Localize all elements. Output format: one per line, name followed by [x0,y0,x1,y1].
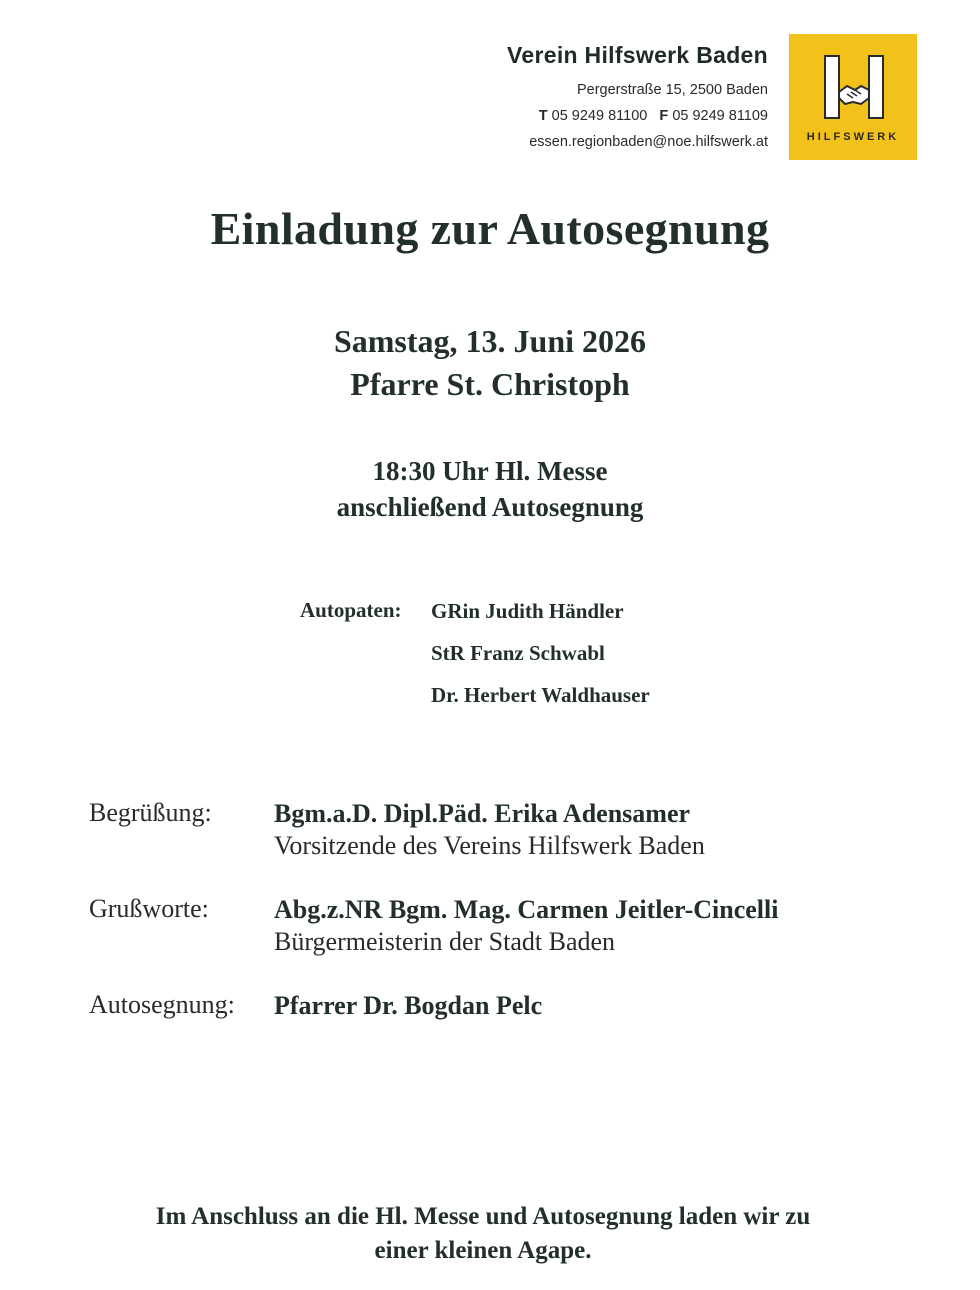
event-location: Pfarre St. Christoph [350,366,630,402]
program-blessing [274,990,542,1022]
organization-contact [507,42,768,155]
autopate-name: StR Franz Schwabl [431,641,605,665]
organization-phone-fax [507,103,768,129]
event-followup: anschließend Autosegnung [336,492,644,522]
program-speaker-role: Bürgermeisterin der Stadt Baden [274,927,616,956]
autopate-name: Dr. Herbert Waldhauser [431,683,650,707]
footer-invitation [0,1200,966,1268]
event-date-location [0,320,980,406]
event-date: Samstag, 13. Juni 2026 [333,323,647,359]
footer-line-2: einer kleinen Agape. [374,1237,592,1264]
program-speaker-name: Pfarrer Dr. Bogdan Pelc [274,991,543,1020]
program-speaker-name: Abg.z.NR Bgm. Mag. Carmen Jeitler-Cincelli [274,895,779,924]
program-speaker-name: Bgm.a.D. Dipl.Päd. Erika Adensamer [274,799,691,828]
program-label-greetings: Grußworte: [89,894,209,923]
fax-label: F [659,108,669,124]
phone-number: 05 9249 81100 [551,108,648,124]
fax-number: 05 9249 81109 [672,108,768,124]
logo-text: HILFSWERK [806,131,900,143]
autopaten-label: Autopaten: [300,598,402,622]
footer-line-1: Im Anschluss an die Hl. Messe und Autosegnung laden wir zu [155,1203,811,1230]
program-greetings [274,894,778,958]
program-label-greeting: Begrüßung: [89,798,212,827]
event-time: 18:30 Uhr Hl. Messe [372,456,608,486]
organization-address: Pergerstraße 15, 2500 Baden [576,82,768,98]
phone-label: T [538,108,548,124]
program-greeting [274,798,705,862]
hilfswerk-logo [789,34,917,160]
autopaten-list [431,598,650,724]
organization-email: essen.regionbaden@noe.hilfswerk.at [529,134,768,150]
page-title: Einladung zur Autosegnung [210,203,770,254]
program-label-blessing: Autosegnung: [89,990,235,1019]
program-speaker-role: Vorsitzende des Vereins Hilfswerk Baden [274,831,705,860]
handshake-icon [839,86,869,104]
organization-name: Verein Hilfswerk Baden [507,42,768,68]
autopate-name: GRin Judith Händler [431,599,624,623]
event-time-block [0,453,980,525]
